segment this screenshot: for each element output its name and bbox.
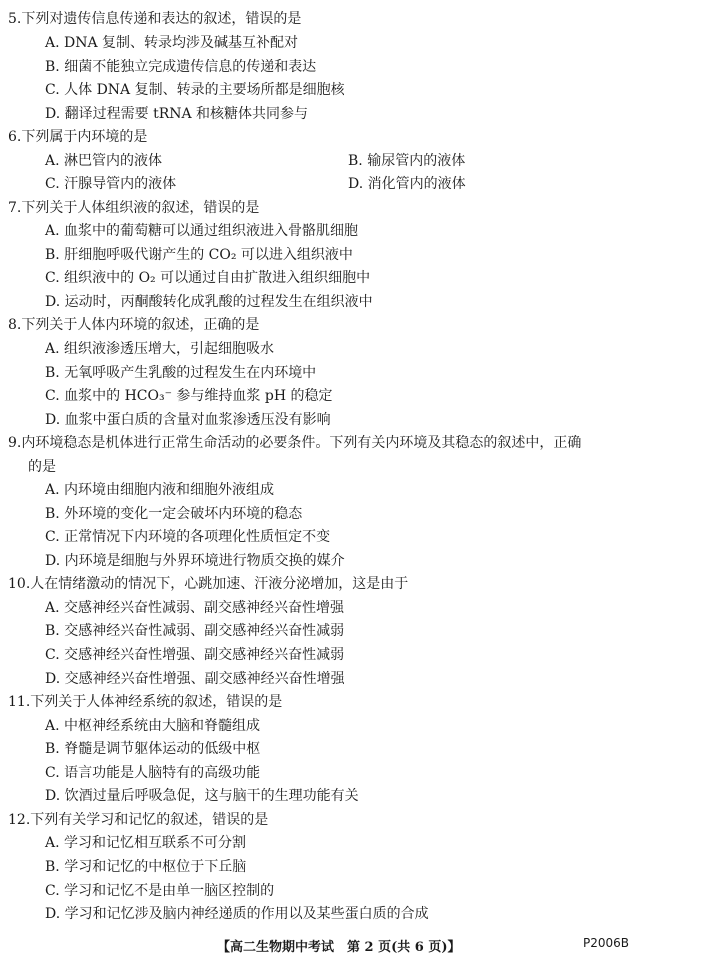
question-10-option-a: A. 交感神经兴奋性减弱、副交感神经兴奋性增强 — [45, 600, 345, 616]
question-8-stem: 8.下列关于人体内环境的叙述，正确的是 — [8, 317, 260, 333]
question-10-option-c: C. 交感神经兴奋性增强、副交感神经兴奋性减弱 — [45, 647, 345, 663]
question-7-option-c: C. 组织液中的 O₂ 可以通过自由扩散进入组织细胞中 — [45, 270, 371, 286]
question-5-option-b: B. 细菌不能独立完成遗传信息的传递和表达 — [45, 59, 317, 75]
question-9-option-a: A. 内环境由细胞内液和细胞外液组成 — [45, 482, 275, 498]
question-9-option-d: D. 内环境是细胞与外界环境进行物质交换的媒介 — [45, 553, 345, 569]
question-6-option-c: C. 汗腺导管内的液体 — [45, 176, 177, 192]
question-10-option-b: B. 交感神经兴奋性减弱、副交感神经兴奋性减弱 — [45, 623, 345, 639]
question-8-option-a: A. 组织液渗透压增大，引起细胞吸水 — [45, 341, 275, 357]
question-12-option-c: C. 学习和记忆不是由单一脑区控制的 — [45, 883, 275, 899]
question-7-stem: 7.下列关于人体组织液的叙述，错误的是 — [8, 200, 260, 216]
question-11-option-d: D. 饮酒过量后呼吸急促，这与脑干的生理功能有关 — [45, 788, 359, 804]
question-6-option-d: D. 消化管内的液体 — [348, 176, 466, 192]
question-5-stem: 5.下列对遗传信息传递和表达的叙述，错误的是 — [8, 11, 302, 27]
question-12-option-d: D. 学习和记忆涉及脑内神经递质的作用以及某些蛋白质的合成 — [45, 906, 429, 922]
question-5-option-d: D. 翻译过程需要 tRNA 和核糖体共同参与 — [45, 106, 309, 122]
question-9-option-b: B. 外环境的变化一定会破坏内环境的稳态 — [45, 506, 303, 522]
question-5-option-a: A. DNA 复制、转录均涉及碱基互补配对 — [45, 35, 299, 51]
question-10-stem: 10.人在情绪激动的情况下，心跳加速、汗液分泌增加，这是由于 — [8, 576, 409, 592]
question-10-option-d: D. 交感神经兴奋性增强、副交感神经兴奋性增强 — [45, 671, 345, 687]
question-12-stem: 12.下列有关学习和记忆的叙述，错误的是 — [8, 812, 269, 828]
page-footer-title: 【高二生物期中考试 第 2 页(共 6 页)】 — [217, 940, 461, 955]
question-11-stem: 11.下列关于人体神经系统的叙述，错误的是 — [8, 694, 283, 710]
question-7-option-b: B. 肝细胞呼吸代谢产生的 CO₂ 可以进入组织液中 — [45, 247, 353, 263]
question-11-option-b: B. 脊髓是调节躯体运动的低级中枢 — [45, 741, 261, 757]
question-12-option-a: A. 学习和记忆相互联系不可分割 — [45, 835, 247, 851]
question-7-option-a: A. 血浆中的葡萄糖可以通过组织液进入骨骼肌细胞 — [45, 223, 359, 239]
question-7-option-d: D. 运动时，丙酮酸转化成乳酸的过程发生在组织液中 — [45, 294, 373, 310]
question-11-option-c: C. 语言功能是人脑特有的高级功能 — [45, 765, 261, 781]
page-footer-code: P2006B — [583, 936, 630, 950]
question-9-stem-continued: 的是 — [28, 459, 56, 475]
question-11-option-a: A. 中枢神经系统由大脑和脊髓组成 — [45, 718, 261, 734]
question-6-option-a: A. 淋巴管内的液体 — [45, 153, 163, 169]
question-8-option-b: B. 无氧呼吸产生乳酸的过程发生在内环境中 — [45, 365, 317, 381]
question-9-stem: 9.内环境稳态是机体进行正常生命活动的必要条件。下列有关内环境及其稳态的叙述中，正确 — [8, 435, 582, 451]
question-8-option-c: C. 血浆中的 HCO₃⁻ 参与维持血浆 pH 的稳定 — [45, 388, 333, 404]
question-6-stem: 6.下列属于内环境的是 — [8, 129, 148, 145]
question-5-option-c: C. 人体 DNA 复制、转录的主要场所都是细胞核 — [45, 82, 345, 98]
question-9-option-c: C. 正常情况下内环境的各项理化性质恒定不变 — [45, 529, 331, 545]
question-8-option-d: D. 血浆中蛋白质的含量对血浆渗透压没有影响 — [45, 412, 331, 428]
question-6-option-b: B. 输尿管内的液体 — [348, 153, 466, 169]
question-12-option-b: B. 学习和记忆的中枢位于下丘脑 — [45, 859, 247, 875]
